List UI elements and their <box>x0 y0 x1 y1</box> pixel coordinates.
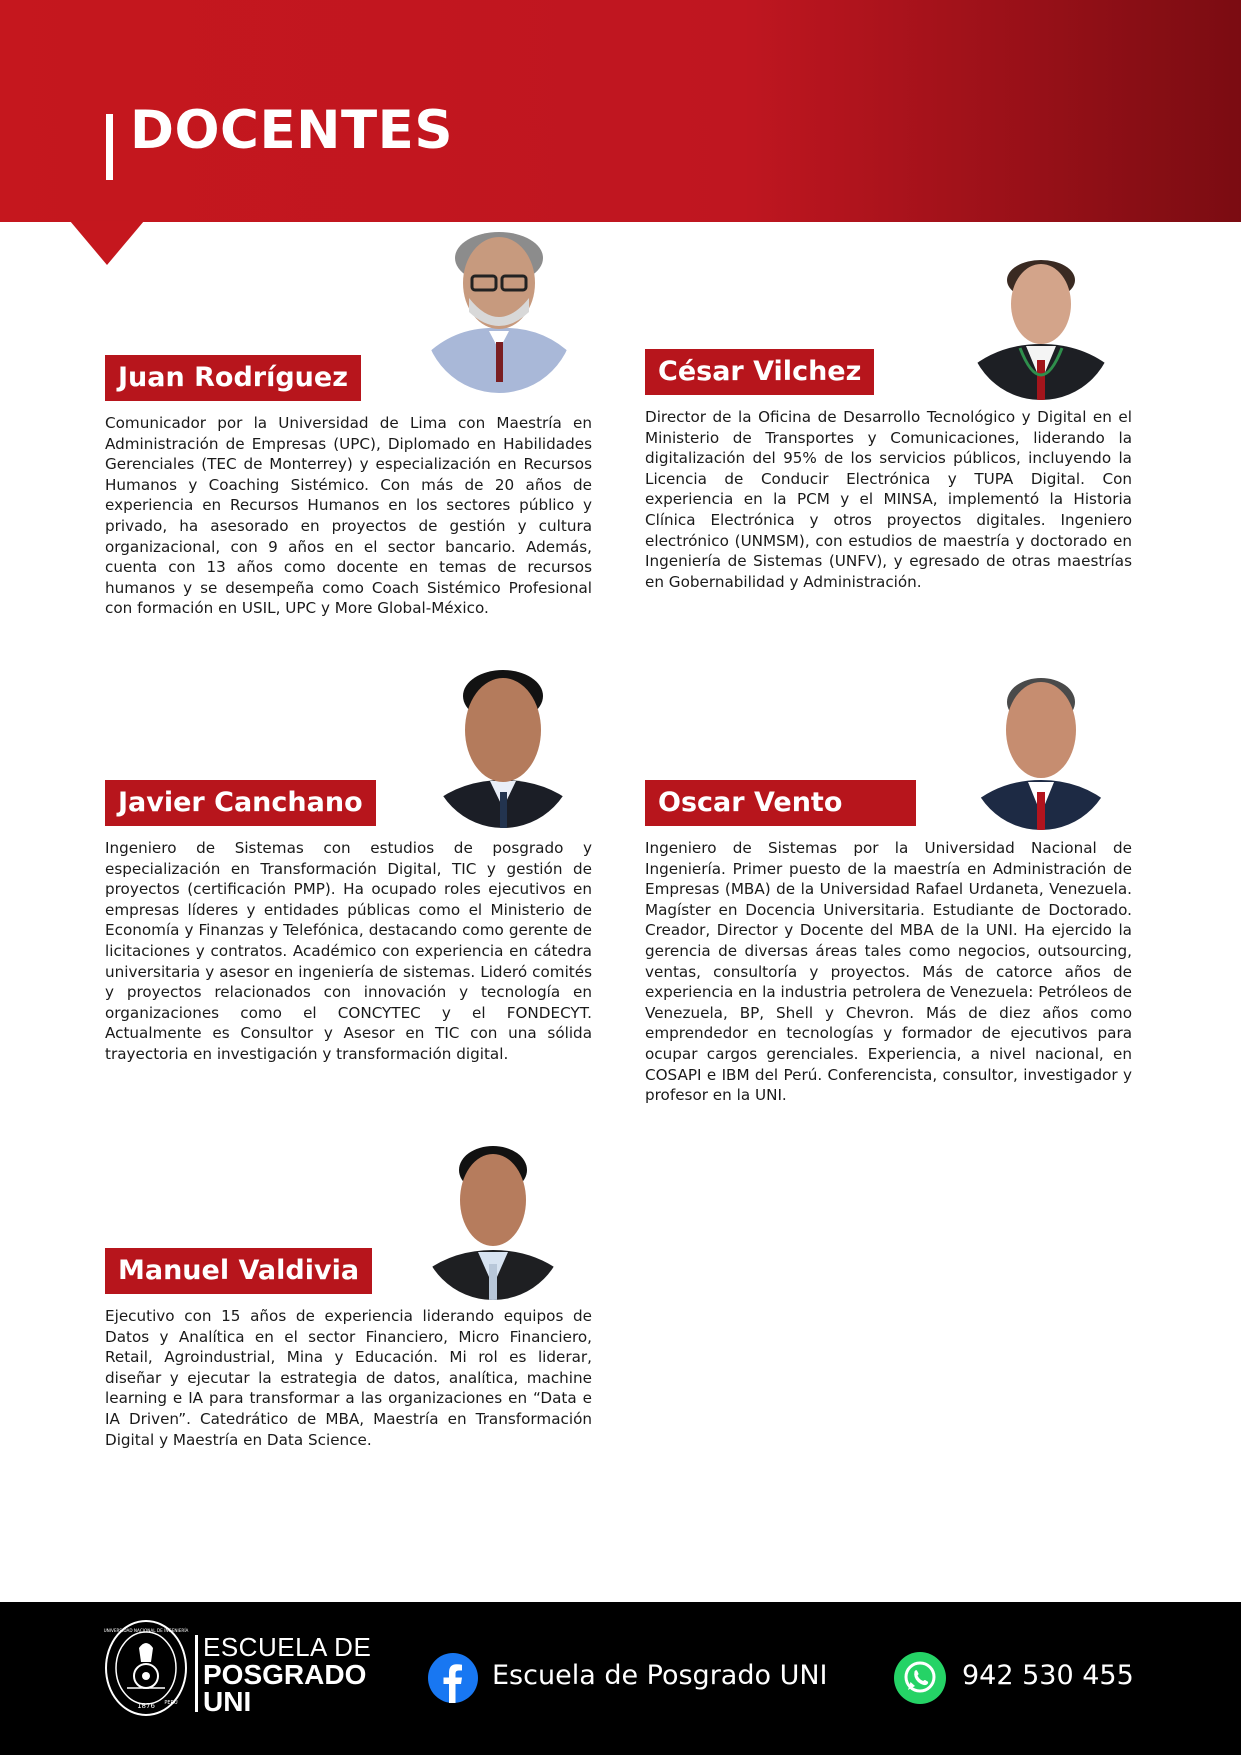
phone-number[interactable]: 942 530 455 <box>962 1660 1134 1691</box>
seal-text: UNIVERSIDAD NACIONAL DE INGENIERÍA <box>103 1628 189 1633</box>
facebook-link[interactable]: Escuela de Posgrado UNI <box>492 1660 828 1691</box>
teacher-bio: Ejecutivo con 15 años de experiencia liderando equipos de Datos y Analítica en el sector Financiero, Micro Financiero, Retail, Agroindustrial, Mina y Educación. Mi rol es liderar, diseñar y ejecutar la estrategia de datos, analítica, machine learning e IA para transformar a las organizaciones en “Data e IA Driven”. Catedrático de MBA, Maestría en Transformación Digital y Maestría en Data Science. <box>105 1307 592 1449</box>
teacher-bio: Director de la Oficina de Desarrollo Tecnológico y Digital en el Ministerio de Transportes y Comunicaciones, liderando la digitalización del 95% de los servicios públicos, incluyendo la Licencia de Conducir Electrónica y TUPA Digital. Con experiencia en la PCM y el MINSA, implementó la Historia Clínica Electrónica y otros proyectos digitales. Ingeniero electrónico (UNMSM), con estudios de maestría y doctorado en Ingeniería de Sistemas (UNFV), y egresado de otras maestrías en Gobernabilidad y Administración. <box>645 408 1132 591</box>
teacher-bio: Comunicador por la Universidad de Lima con Maestría en Administración de Empresas (UPC), Diplomado en Habilidades Gerenciales (TEC de Monterrey) y especialización en Recursos Humanos y Coaching Sistémico. Con más de 20 años de experiencia en Recursos Humanos en los sectores público y privado, ha asesorado en proyectos de gestión y cultura organizacional, con 9 años en el sector bancario. Además, cuenta con 13 años como docente en temas de recursos humanos y se desempeña como Coach Sistémico Profesional con formación en USIL, UPC y More Global-México. <box>105 414 592 618</box>
seal-year: 1876 <box>137 1702 155 1710</box>
whatsapp-icon[interactable] <box>894 1652 946 1704</box>
portrait-icon <box>425 228 573 398</box>
teacher-photo-manuel <box>422 1140 564 1300</box>
teacher-photo-juan <box>425 228 573 398</box>
school-name-line1: ESCUELA DE <box>203 1632 372 1662</box>
portrait-icon <box>970 672 1112 832</box>
teacher-name: Juan Rodríguez <box>105 355 361 401</box>
teacher-photo-javier <box>432 668 574 828</box>
footer-divider <box>195 1635 198 1712</box>
facebook-icon[interactable] <box>428 1653 478 1703</box>
page-title: DOCENTES <box>130 100 454 161</box>
teacher-bio: Ingeniero de Sistemas con estudios de posgrado y especialización en Transformación Digital, TIC y gestión de proyectos (certificación PMP). Ha ocupado roles ejecutivos en empresas líderes y entidades públicas como el Ministerio de Economía y Finanzas y Telefónica, destacando como gerente de licitaciones y contratos. Académico con experiencia en cátedra universitaria y asesor en ingeniería de sistemas. Lideró comités y proyectos relacionados con innovación y tecnología en organizaciones como el CONCYTEC y el FONDECYT. Actualmente es Consultor y Asesor en TIC con una sólida trayectoria en investigación y transformación digital. <box>105 839 592 1063</box>
header-accent-bar <box>106 114 113 180</box>
teacher-photo-oscar <box>970 672 1112 832</box>
portrait-icon <box>432 668 574 828</box>
header-notch <box>70 221 144 265</box>
school-name-line2: POSGRADO <box>203 1659 367 1690</box>
teacher-photo-cesar <box>968 252 1114 402</box>
seal-country: PERÚ <box>164 1700 178 1706</box>
university-seal-icon <box>103 1618 189 1718</box>
school-name-line3: UNI <box>203 1686 252 1717</box>
portrait-icon <box>422 1140 564 1300</box>
teacher-name: César Vilchez <box>645 349 874 395</box>
teacher-name: Javier Canchano <box>105 780 376 826</box>
teacher-bio: Ingeniero de Sistemas por la Universidad Nacional de Ingeniería. Primer puesto de la maestría en Administración de Empresas (MBA) de la Universidad Rafael Urdaneta, Venezuela. Magíster en Docencia Universitaria. Estudiante de Doctorado. Creador, Director y Docente del MBA de la UNI. Ha ejercido la gerencia de diversas áreas tales como negocios, outsourcing, ventas, consultoría y proyectos. Más de catorce años de experiencia en la industria petrolera de Venezuela: Petróleos de Venezuela, BP, Shell y Chevron. Más de diez años como emprendedor en tecnologías y formador de ejecutivos para ocupar cargos gerenciales. Experiencia, a nivel nacional, en COSAPI e IBM del Perú. Conferencista, consultor, investigador y profesor en la UNI. <box>645 839 1132 1105</box>
portrait-icon <box>968 252 1114 402</box>
teacher-name: Manuel Valdivia <box>105 1248 372 1294</box>
teacher-name: Oscar Vento <box>645 780 916 826</box>
